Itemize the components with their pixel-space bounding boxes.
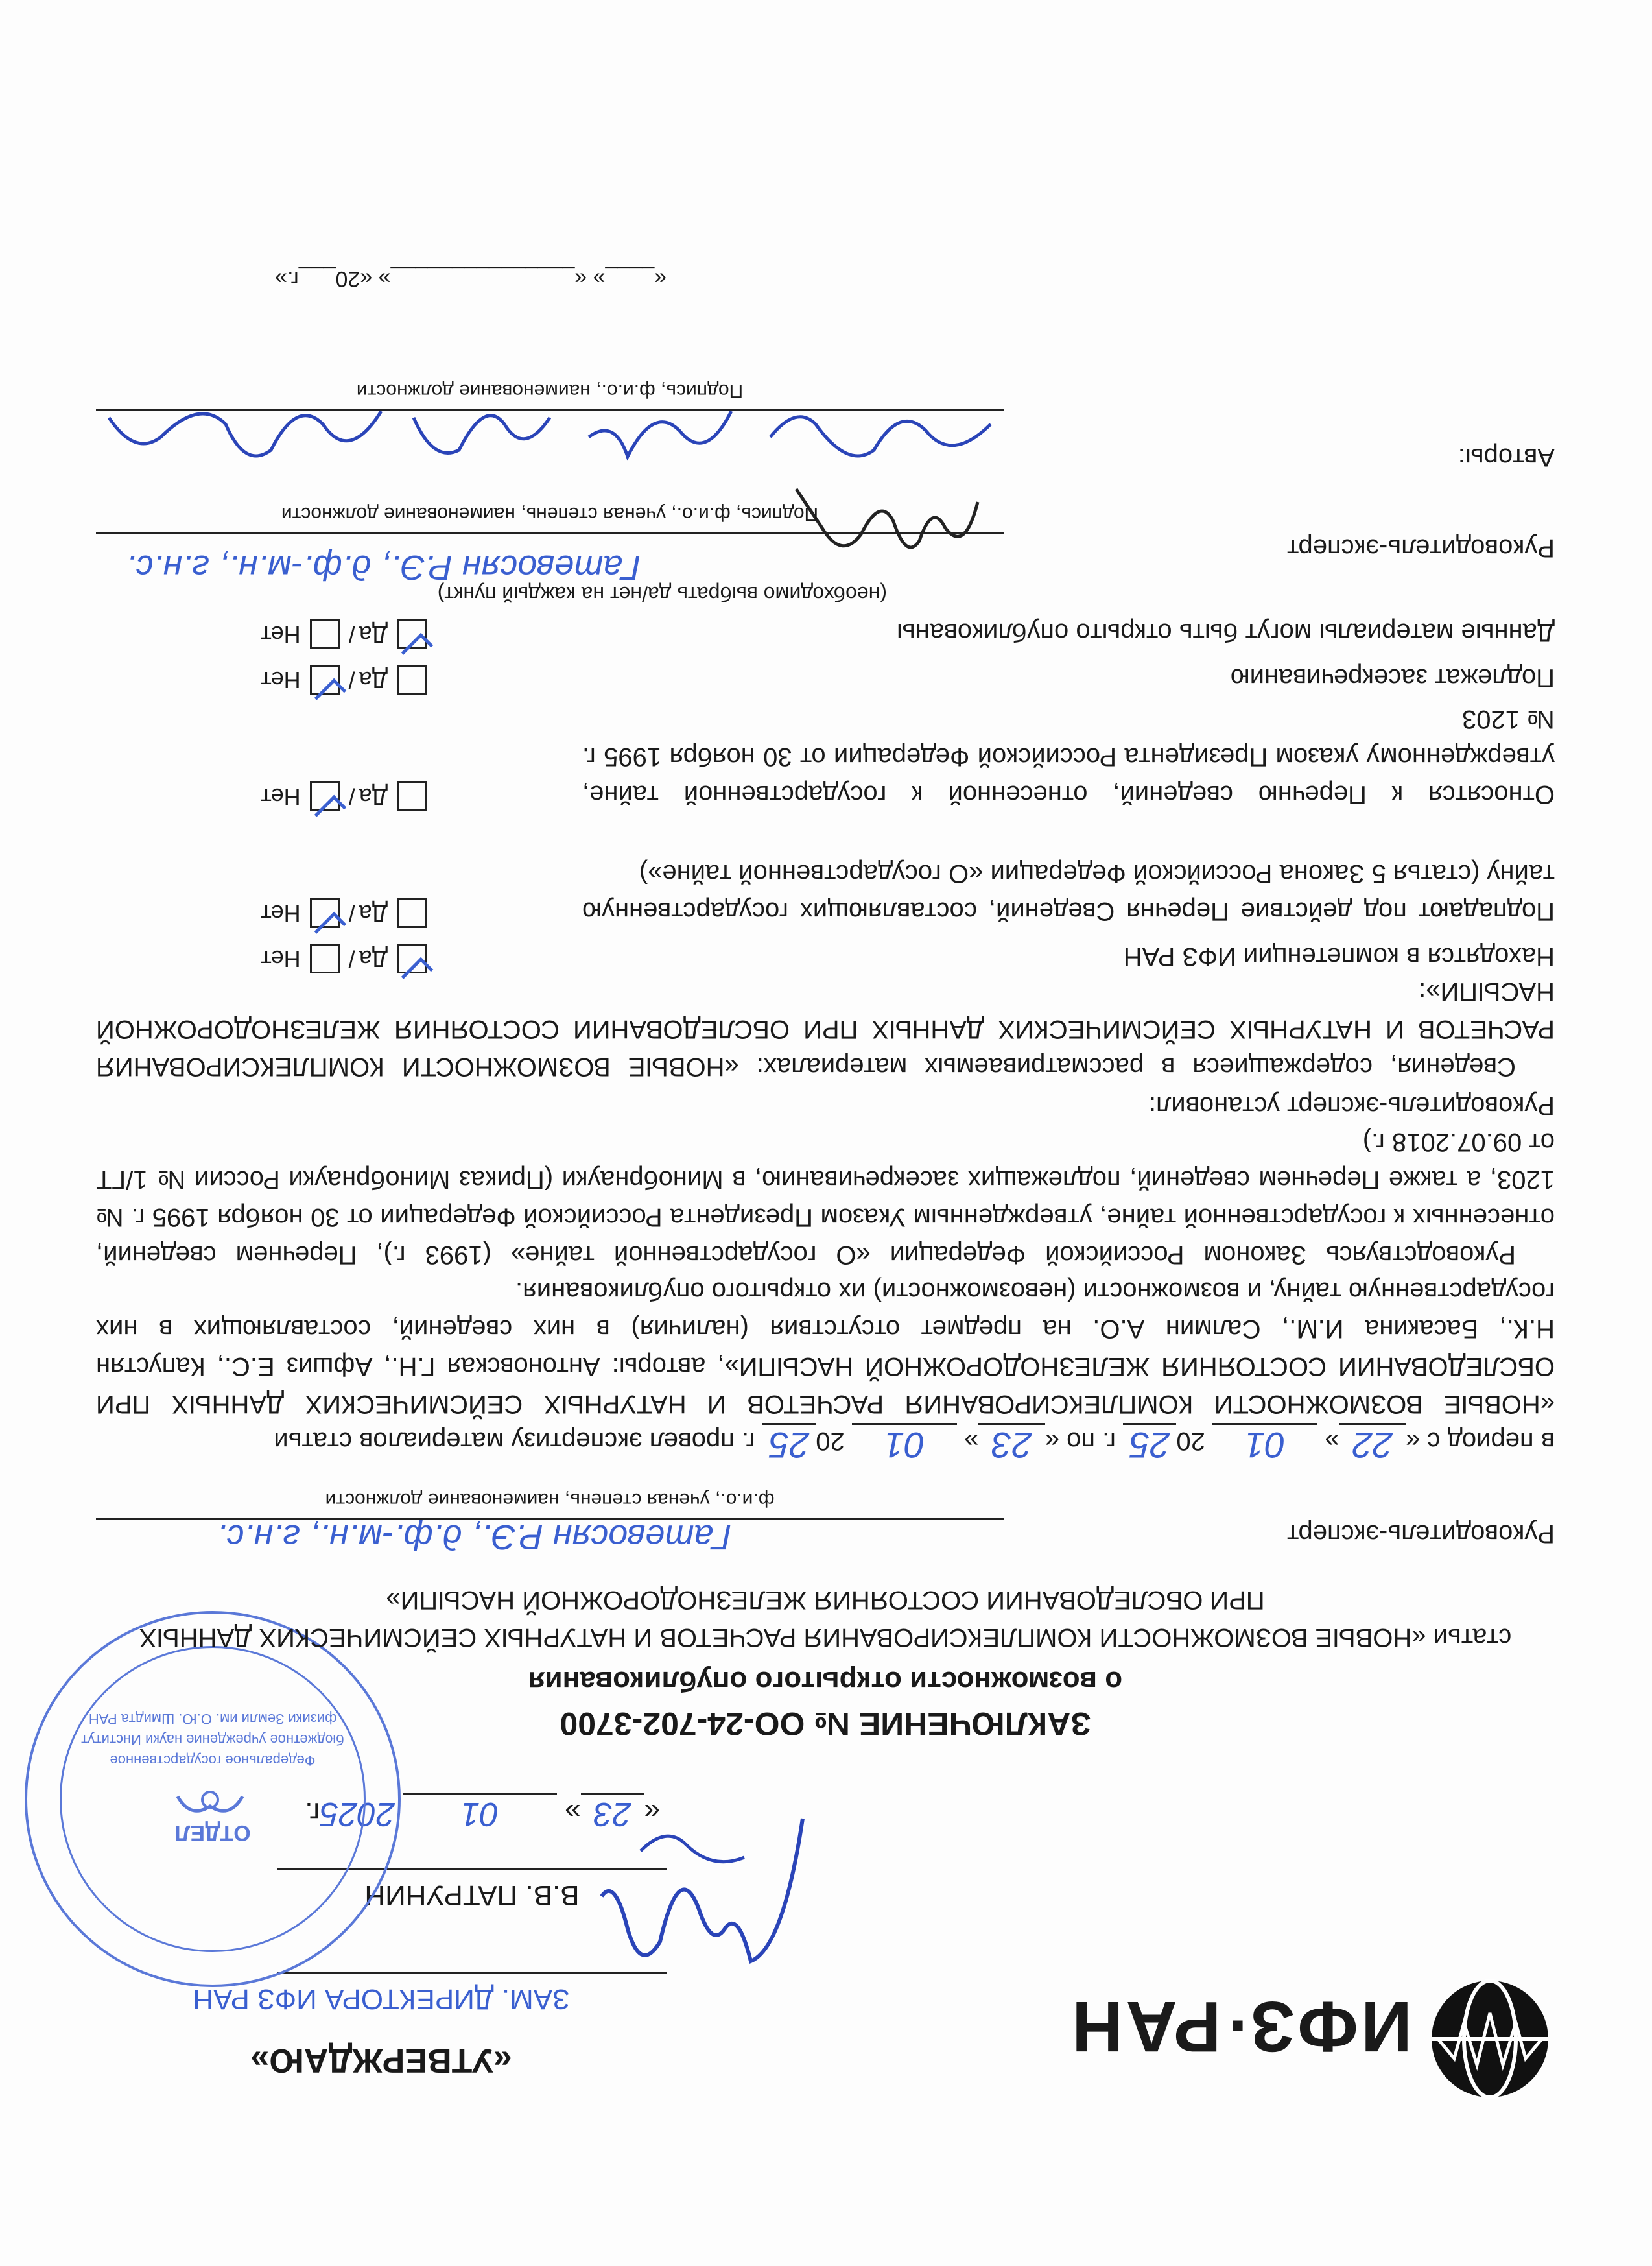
approve-date-close: » — [565, 1796, 581, 1828]
approve-title: «УТВЕРЖДАЮ» — [250, 2042, 512, 2079]
article-title-line2: ПРИ ОБСЛЕДОВАНИИ СОСТОЯНИЯ ЖЕЛЕЗНОДОРОЖНОЙ НАСЫПИ» — [386, 1586, 1265, 1614]
yes-label: Да — [359, 667, 388, 693]
check-item-4-no-box[interactable] — [310, 619, 340, 649]
period-p4: » — [957, 1427, 979, 1455]
period-p3: г. по « — [1044, 1427, 1124, 1455]
period-from-day: 22 — [1339, 1423, 1406, 1466]
yes-label: Да — [359, 783, 388, 810]
no-label: Нет — [261, 667, 301, 693]
logo-text: ИФЗ·РАН — [1068, 1986, 1412, 2066]
check-item-3-options — [261, 663, 427, 697]
no-label: Нет — [261, 900, 301, 927]
check-item-2-no-box[interactable] — [310, 781, 340, 811]
expert-label: Руководитель-эксперт — [1287, 1520, 1555, 1548]
period-from-year: 25 — [1123, 1423, 1176, 1466]
slash: / — [348, 783, 355, 810]
check-item-2-options — [261, 780, 427, 813]
slash: / — [348, 946, 355, 972]
check-item-0-text: Находятся в компетенции ИФЗ РАН — [1123, 942, 1555, 971]
check-item-1-no-box[interactable] — [310, 898, 340, 928]
period-p5: 20 — [816, 1427, 852, 1455]
period-p1: » — [1317, 1427, 1339, 1455]
check-hint: (необходимо выбрать да/нет на каждый пункт) — [437, 582, 887, 606]
stamp-main-text: ОТДЕЛ — [174, 1820, 251, 1845]
no-label: Нет — [261, 946, 301, 972]
approver-signature — [589, 1780, 822, 1987]
period-from-month: 01 — [1212, 1423, 1317, 1466]
paragraph-legal-basis: Руководствуясь Законом Российской Федерации «О государственной тайне» (1993 г.), Перечнем сведений, отнесенных к государственной тайне, утвержденным Указом Президента Российской Федерации от 30 ноября 1995 г. № 1203, а также Перечнем сведений, подлежащих засекречиванию, в Минобрнауки (Приказ Минобрнауки России № 1/ГТ от 09.07.2018 г.) — [96, 1128, 1555, 1269]
period-p2: 20 — [1176, 1427, 1212, 1455]
check-item-1-yes-box[interactable] — [397, 898, 427, 928]
logo — [971, 1974, 1555, 2104]
authors-caption: Подпись, ф.и.о., наименование должности — [356, 380, 744, 401]
yes-label: Да — [359, 946, 388, 972]
no-label: Нет — [261, 783, 301, 810]
authors-label: Авторы: — [1457, 443, 1555, 471]
period-to-month: 01 — [852, 1423, 957, 1466]
check-item-4-text: Данные материалы могут быть открыто опубликованы — [897, 618, 1555, 647]
slash: / — [348, 900, 355, 927]
slash: / — [348, 621, 355, 648]
no-label: Нет — [261, 621, 301, 648]
expertise-period — [96, 1419, 1555, 1472]
expert-name-handwritten: Гатевосян Р.Э., д.ф.-м.н., г.н.с. — [217, 1518, 731, 1556]
check-item-2-yes-box[interactable] — [397, 781, 427, 811]
check-item-4-yes-box[interactable] — [397, 619, 427, 649]
expert-line — [96, 1518, 1004, 1520]
established-label: Руководитель-эксперт установил: — [1148, 1091, 1555, 1120]
paragraph-findings: Сведения, содержащиеся в рассматриваемых материалах: «НОВЫЕ ВОЗМОЖНОСТИ КОМПЛЕКСИРОВАНИЯ РАСЧЕТОВ И НАТУРНЫХ СЕЙСМИЧЕСКИХ ДАННЫХ ПРИ ОБСЛЕДОВАНИИ СОСТОЯНИЯ ЖЕЛЕЗНОДОРОЖНОЙ НАСЫПИ»: — [96, 977, 1555, 1081]
emblem-icon — [171, 1783, 249, 1822]
expert-caption: ф.и.о., ученая степень, наименование должности — [325, 1489, 775, 1510]
check-item-3-text: Подлежат засекречиванию — [1230, 663, 1555, 692]
final-expert-name-handwritten: Гатевосян Р.Э., д.ф.-м.н., г.н.с. — [126, 548, 641, 587]
check-item-2-text: Относятся к Перечню сведений, отнесенной к государственной тайне, утвержденному указом Президента Российской Федерации от 30 ноября 1995 г. № 1203 — [582, 705, 1555, 809]
check-item-0-options — [261, 942, 427, 975]
approve-date-year: 2025 — [320, 1795, 395, 1833]
period-to-day: 23 — [978, 1423, 1044, 1466]
yes-label: Да — [359, 621, 388, 648]
bottom-date-line: «____» «_______________» «20___г.» — [275, 267, 667, 291]
approve-date-day: 23 — [581, 1793, 644, 1833]
final-expert-caption: Подпись, ф.и.о., ученая степень, наименование должности — [281, 503, 819, 525]
approve-date-month: 01 — [403, 1793, 557, 1833]
slash: / — [348, 667, 355, 693]
globe-icon — [1425, 1974, 1555, 2104]
check-item-0-yes-box[interactable] — [397, 944, 427, 973]
approve-date-suffix: г. — [305, 1796, 320, 1828]
final-expert-line — [96, 532, 1004, 534]
document-subtitle: о возможности открытого опубликования — [528, 1665, 1123, 1697]
check-item-1-options — [261, 896, 427, 930]
article-title-line1: статьи «НОВЫЕ ВОЗМОЖНОСТИ КОМПЛЕКСИРОВАНИЯ РАСЧЕТОВ И НАТУРНЫХ СЕЙСМИЧЕСКИХ ДАННЫХ — [139, 1623, 1512, 1652]
approve-name: В.В. ПАТРУНИН — [364, 1879, 580, 1911]
check-item-3-no-box[interactable] — [310, 665, 340, 695]
period-text-before: в период с « — [1405, 1427, 1555, 1455]
check-item-3-yes-box[interactable] — [397, 665, 427, 695]
authors-line — [96, 409, 1004, 411]
check-item-4-options — [261, 617, 427, 651]
check-item-0-no-box[interactable] — [310, 944, 340, 973]
approve-date-open: « — [644, 1796, 660, 1828]
period-p6: г. провел экспертизу материалов статьи — [274, 1427, 762, 1455]
check-item-1-text: Подпадают под действие Перечня Сведений, составляющих государственную тайну (статья 5 Закона Российской Федерации «О государственной тайне») — [582, 859, 1555, 925]
final-expert-label: Руководитель-эксперт — [1287, 534, 1555, 562]
approve-position: ЗАМ. ДИРЕКТОРА ИФЗ РАН — [193, 1983, 570, 2015]
yes-label: Да — [359, 900, 388, 927]
document-title: ЗАКЛЮЧЕНИЕ № ОО-24-702-3700 — [560, 1706, 1091, 1742]
stamp-sub-text: Федеральное государственное бюджетное учреждение науки Институт физики Земли им. О.Ю. Шмидта РАН — [81, 1711, 344, 1769]
paragraph-materials: «НОВЫЕ ВОЗМОЖНОСТИ КОМПЛЕКСИРОВАНИЯ РАСЧЕТОВ И НАТУРНЫХ СЕЙСМИЧЕСКИХ ДАННЫХ ПРИ ОБСЛЕДОВАНИИ СОСТОЯНИЯ ЖЕЛЕЗНОДОРОЖНОЙ НАСЫПИ», авторы: Антоновская Г.Н., Афшиз Е.С., Капустян Н.К., Басакина И.М., Салмин А.О. на предмет отсутствия (наличия) в них сведений, составляющих в них государственную тайну, и возможности (невозможности) их открытого опубликования. — [96, 1277, 1555, 1418]
period-to-year: 25 — [762, 1423, 816, 1466]
